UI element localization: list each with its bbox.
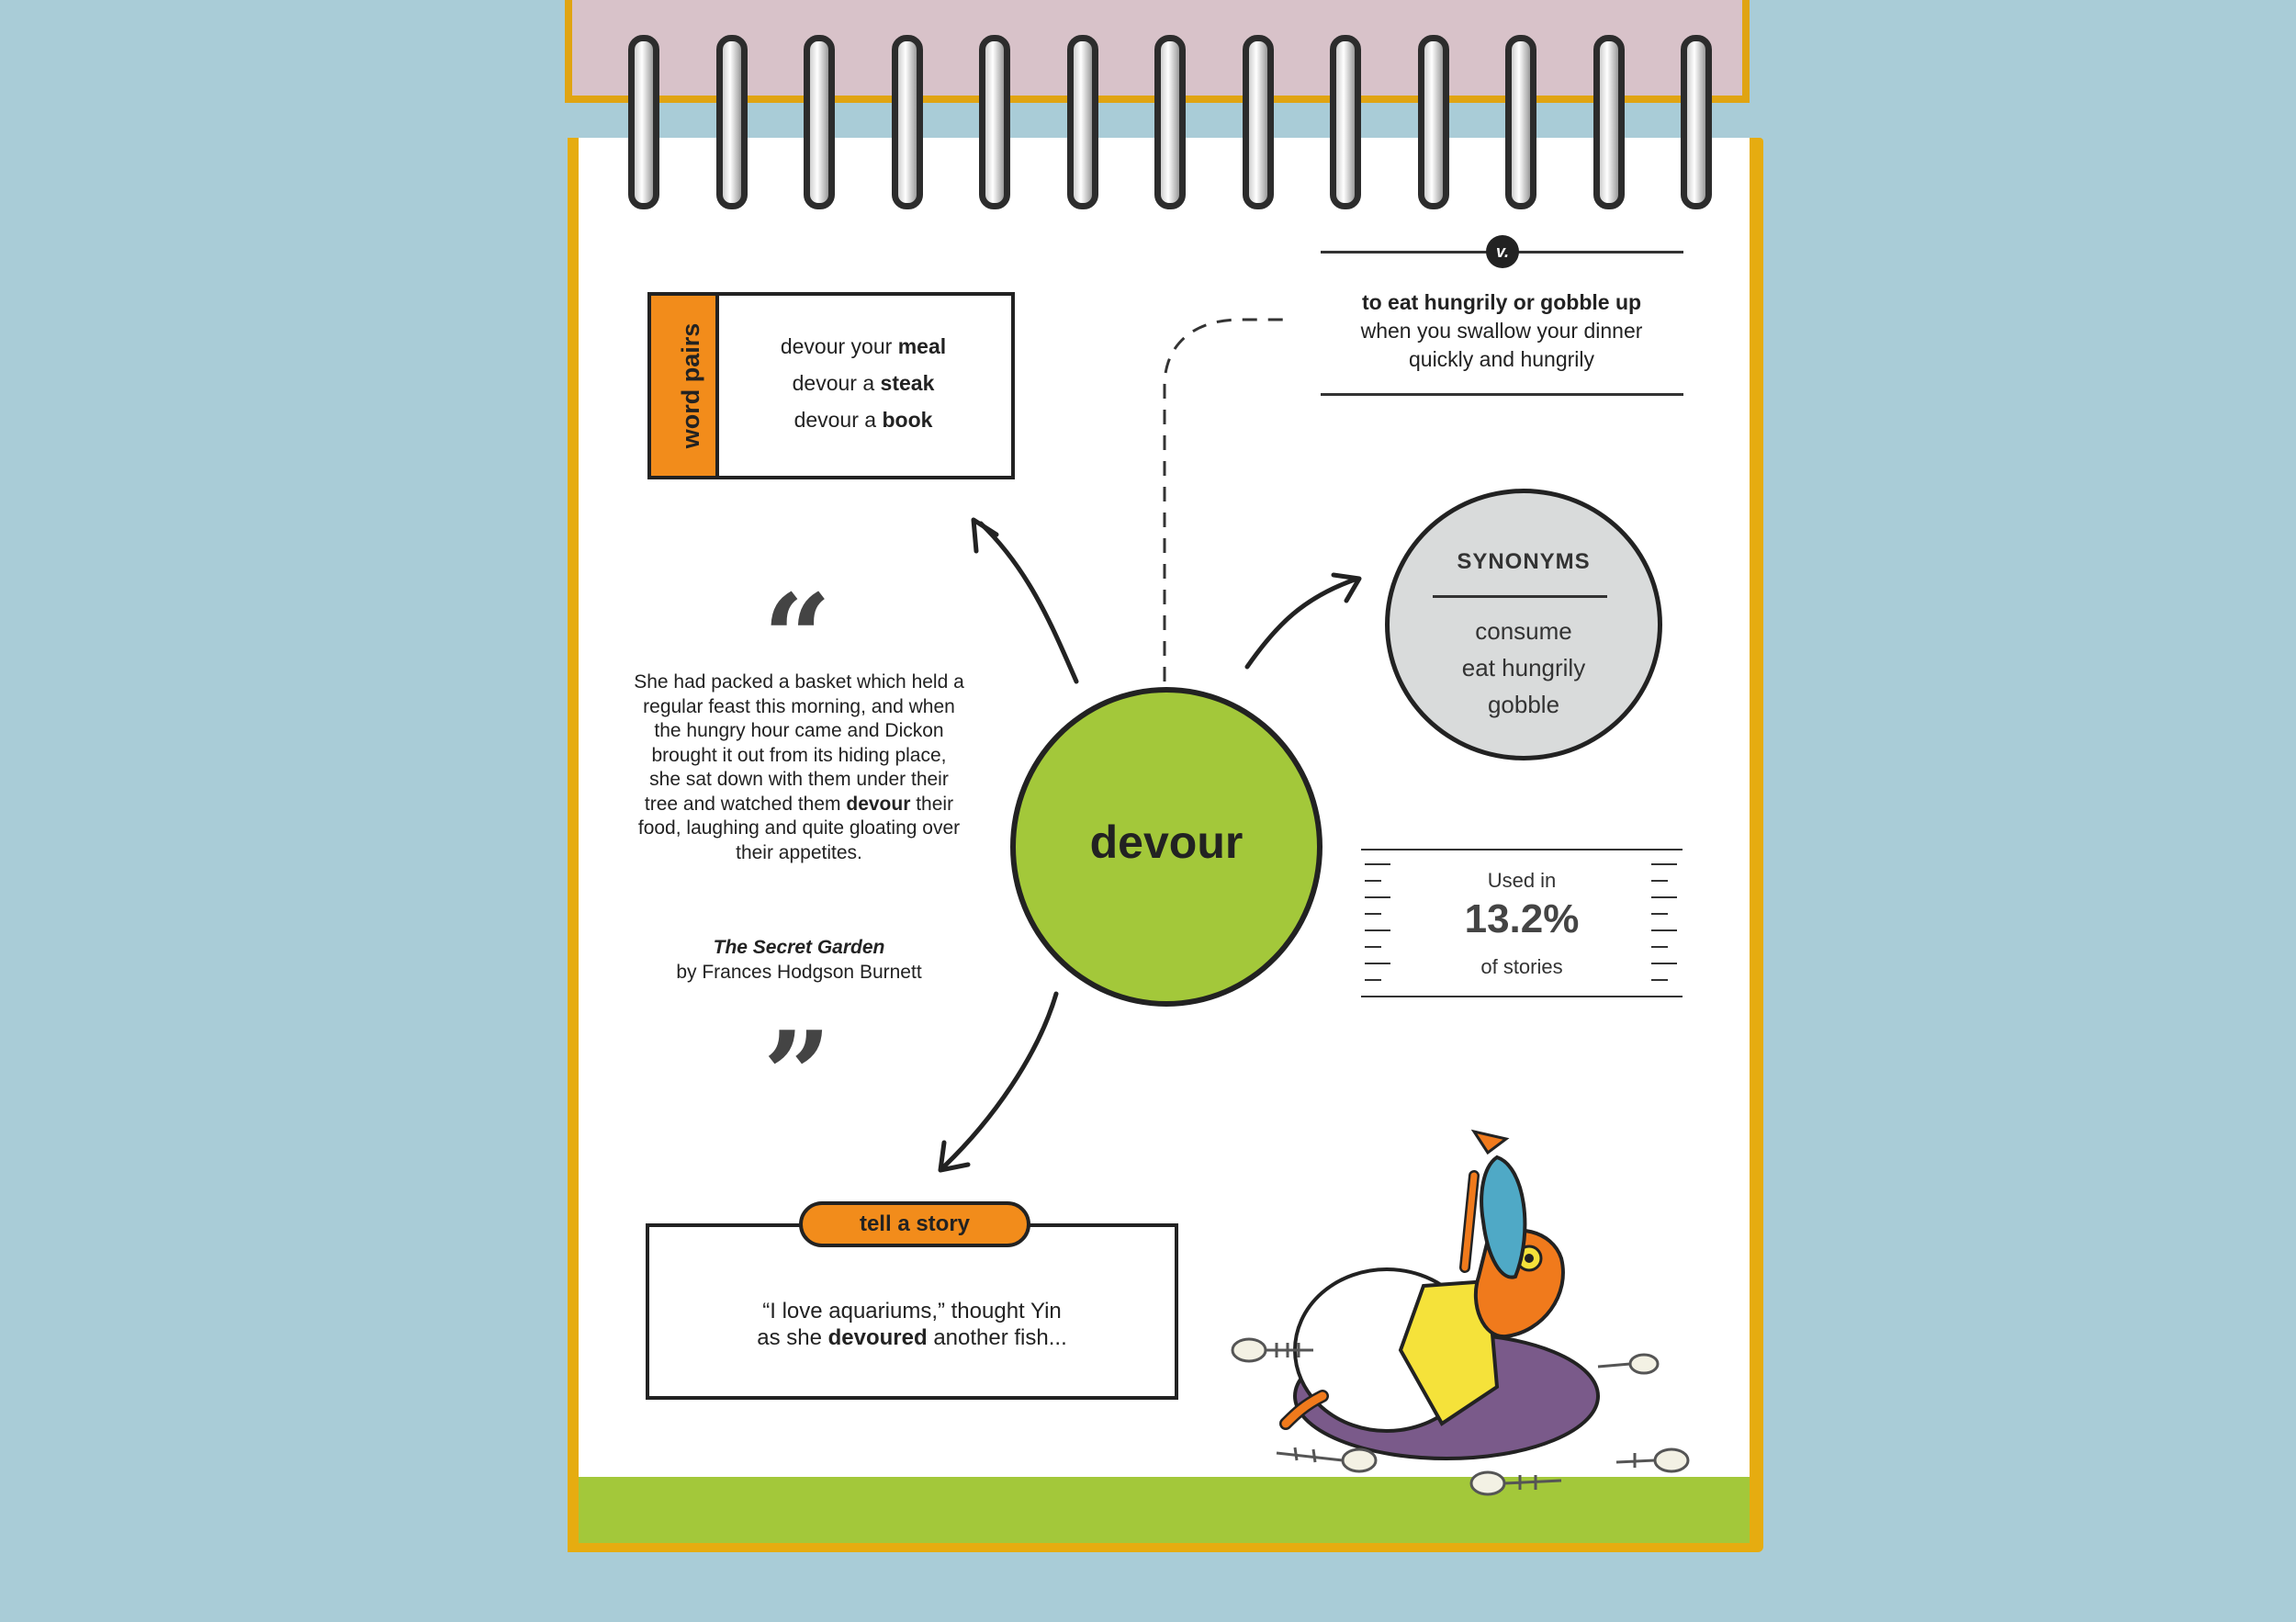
- arrow-to-word-pairs: [981, 524, 1076, 681]
- quote-author: by Frances Hodgson Burnett: [676, 962, 922, 983]
- quote-book-title: The Secret Garden: [713, 937, 885, 958]
- usage-tick: [1365, 946, 1381, 948]
- usage-tick: [1365, 979, 1381, 981]
- usage-suffix: of stories: [1480, 955, 1563, 978]
- usage-tick: [1365, 863, 1390, 865]
- quote-text: She had packed a basket which held a regular feast this morning, and when the hungry hour came and Dickon brought it out from its hiding place, she sat down with them under their tree and watched them devour their food, laughing and quite gloating over their appetites.: [634, 671, 964, 863]
- close-quote-mark: ”: [762, 1005, 832, 1145]
- usage-tick: [1651, 863, 1677, 865]
- word-pair-3: devour a book: [793, 408, 933, 432]
- definition-bottom-rule: [1321, 393, 1683, 396]
- synonym-3: gobble: [1487, 691, 1560, 718]
- synonyms-title: SYNONYMS: [1457, 549, 1591, 574]
- usage-value: 13.2%: [1464, 896, 1580, 941]
- dashed-link-to-definition: [1165, 320, 1290, 681]
- definition-example-2: quickly and hungrily: [1408, 347, 1594, 371]
- synonym-2: eat hungrily: [1461, 654, 1586, 681]
- tiger-eating-fish-illustration: [1212, 1121, 1727, 1506]
- story-label: tell a story: [799, 1201, 1030, 1247]
- word-pairs-label: word pairs: [677, 322, 704, 449]
- usage-tick: [1651, 946, 1668, 948]
- usage-prefix: Used in: [1487, 869, 1557, 892]
- story-line-1: “I love aquariums,” thought Yin: [762, 1299, 1062, 1324]
- synonyms-rule: [1433, 595, 1607, 598]
- word-pair-2: devour a steak: [792, 371, 935, 395]
- usage-top-rule: [1361, 849, 1683, 850]
- part-of-speech-badge: v.: [1486, 235, 1519, 268]
- story-line-2: as she devoured another fish...: [757, 1325, 1067, 1350]
- synonym-1: consume: [1475, 617, 1572, 645]
- arrow-to-synonyms: [1247, 579, 1357, 667]
- definition-example-1: when you swallow your dinner: [1360, 319, 1643, 343]
- open-quote-mark: “: [762, 568, 832, 708]
- usage-tick: [1651, 979, 1668, 981]
- usage-bottom-rule: [1361, 996, 1683, 997]
- arrow-to-story: [944, 994, 1056, 1166]
- definition-meaning: to eat hungrily or gobble up: [1361, 290, 1642, 314]
- word-pair-1: devour your meal: [780, 334, 947, 358]
- main-word: devour: [1089, 817, 1244, 868]
